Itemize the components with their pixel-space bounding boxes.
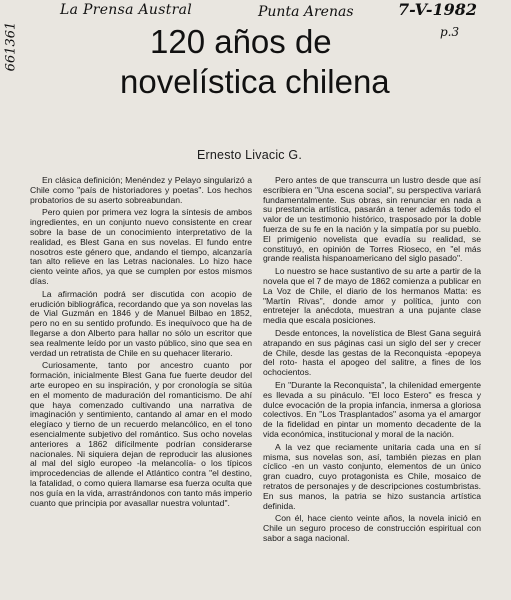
- article-author: Ernesto Livacic G.: [197, 148, 303, 162]
- handwritten-date: 7-V-1982: [398, 0, 478, 19]
- article-title: [120, 22, 420, 102]
- paragraph: Pero quien por primera vez logra la síntesis de ambos ingredientes, en un conjunto nuevo consistente en crear sobre la base de un conocimiento interpretativo de la realidad, es Blest Gana en sus novelas. El fundo entre nosotros este género que, andando el tiempo, alcanzaría tan alto relieve en las Letras nacionales. Lo hizo hace ciento veinte años, ya que se cumplen por estos mismos días.: [30, 207, 252, 286]
- paragraph: Curiosamente, tanto por ancestro cuanto por formación, inicialmente Blest Gana fue fuerte deudor del arte europeo en su inspiración, y por cronología se sitúa en el momento de maduración del romanticismo. De ahí que haya comenzado cultivando una narrativa de imaginación y sentimiento, cantando al amar en el modo elegíaco y tierno de un recuerdo melancólico, en el tono esencialmente subjetivo del romántico. Sus ocho novelas anteriores a 1862 difícilmente podrían considerarse nacionales. Ni siquiera dejan de reproducir las alusiones al mal del siglo europeo -la melancolía- o los típicos improcedencias de allende el Atlántico contra "el destino, la fatalidad, o como quiera llamarse esa fuerza oculta que nos guía en la vida, arrastrándonos con tanto más imperio cuanto que principia por avasallar nuestra voluntad".: [30, 360, 252, 508]
- paragraph: Con él, hace ciento veinte años, la novela inició en Chile un seguro proceso de construcción espiritual con sabor a saga nacional.: [263, 513, 481, 543]
- handwritten-source: La Prensa Austral: [60, 2, 193, 18]
- paragraph: Pero antes de que transcurra un lustro desde que así escribiera en "Una escena social", su perspectiva variará fundamentalmente. Sus obras, sin renunciar en nada a su prestancia artística, pasarán a tener además todo el valor de un testimonio histórico, trasposado por la doble fuerza de su fe en la nación y la simpatía por su pueblo. El primigenio novelista que evadía su realidad, se constituyó, en opinión de Torres Rioseco, en "el más grande realista hispanoamericano del siglo pasado".: [263, 175, 481, 264]
- handwritten-place: Punta Arenas: [258, 4, 354, 20]
- paragraph: En clásica definición; Menéndez y Pelayo singularizó a Chile como "país de historiadores y poetas". Los hechos probatorios de su aserto sobreabundan.: [30, 175, 252, 205]
- title-line-2: novelística chilena: [120, 63, 390, 100]
- paragraph: Lo nuestro se hace sustantivo de su arte a partir de la novela que el 7 de mayo de 1862 comienza a publicar en La Voz de Chile, el diario de los hermanos Matta: es "Martín Rivas", donde amor y política, junto con entretejer la anécdota, muestran a una pujante clase media que escala posiciones.: [263, 266, 481, 326]
- paragraph: En "Durante la Reconquista", la chilenidad emergente es llevada a su pináculo. "El loco Estero" es fresca y dulce evocación de la propia infancia, inmersa a gloriosa colectivos. En "Los Trasplantados" asoma ya el amargor de la fidelidad en pintar un momento decadente de la vida económica, institucional y moral de la nación.: [263, 379, 481, 439]
- paragraph: Desde entonces, la novelística de Blest Gana seguirá atrapando en sus páginas casi un siglo del ser y crecer de Chile, desde las gestas de la Reconquista -epopeya del roto- hasta el apogeo del salitre, a fines de los ochocientos.: [263, 327, 481, 378]
- paragraph: A la vez que reciamente unitaria cada una en sí misma, sus novelas son, así, también piezas en plan cíclico -en un vasto conjunto, elementos de un único gran cuadro, cuyo protagonista es Chile, mosaico de retratos de personajes y de descripciones costumbristas. En sus manos, la patria se hizo sustancia artística definida.: [263, 441, 481, 511]
- paragraph: La afirmación podrá ser discutida con acopio de erudición bibliográfica, recordando que ya son novelas las de Vial Guzmán en 1846 y de Manuel Bilbao en 1852, pero no en su sentido profundo. Es inequívoco que ha de llegarse a don Alberto para hallar no sólo un escritor que sea realmente leído por un vasto público, sino que sea en verdad un retratista de Chile en su quehacer literario.: [30, 288, 252, 358]
- text-column-left: [30, 176, 252, 511]
- text-column-right: [263, 176, 481, 547]
- title-line-1: 120 años de: [150, 23, 332, 60]
- handwritten-page: p.3: [440, 25, 460, 39]
- handwritten-id-number: 661361: [3, 21, 19, 72]
